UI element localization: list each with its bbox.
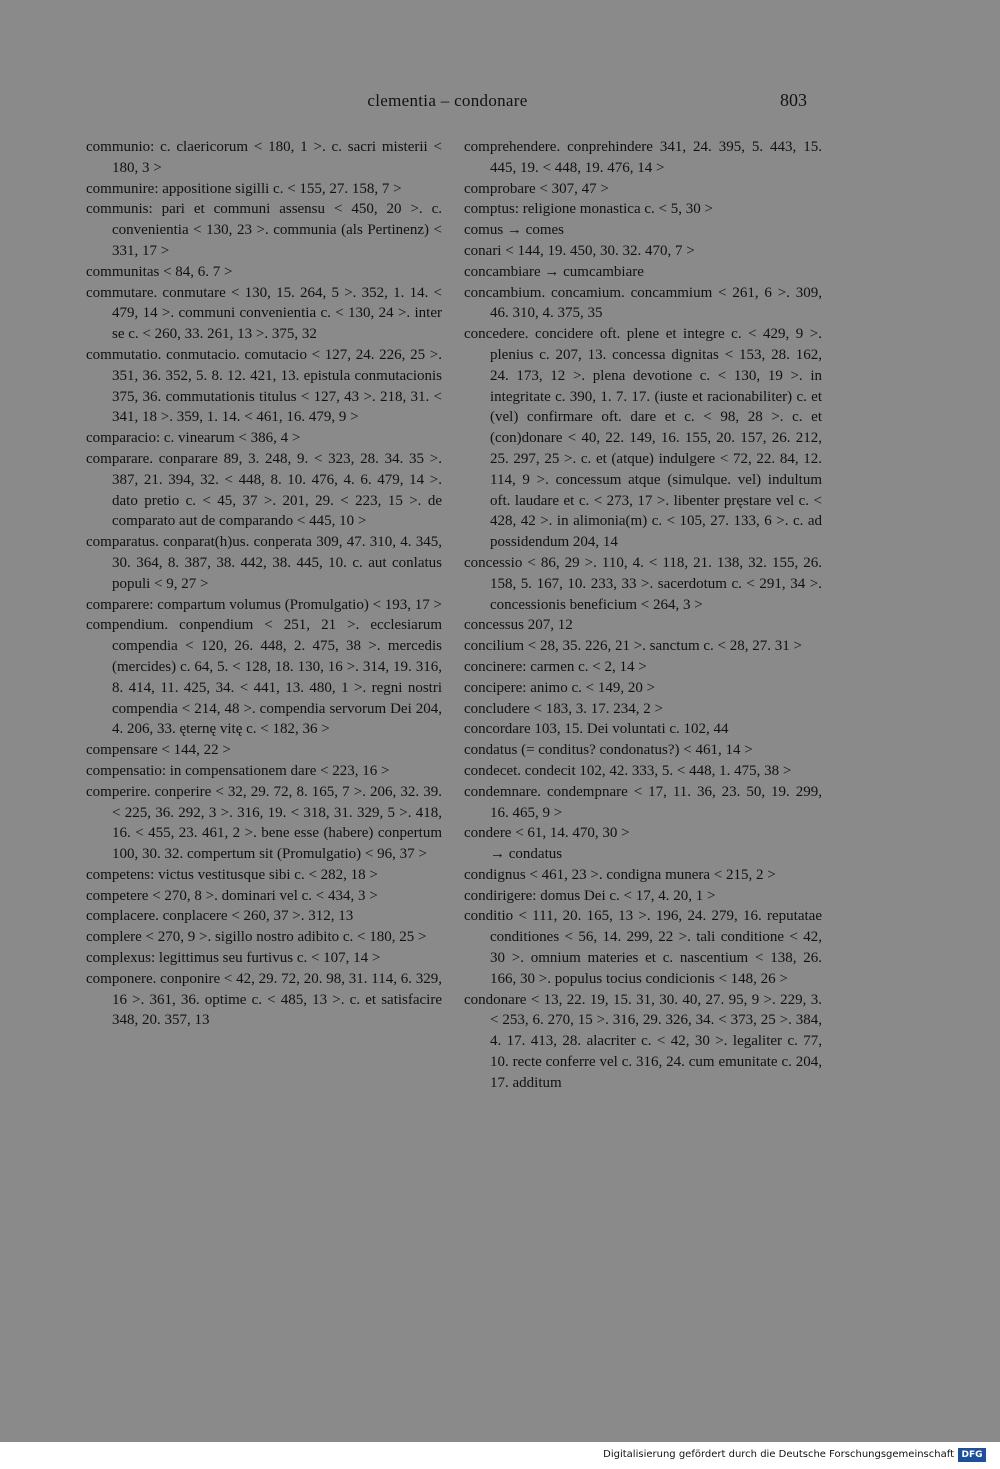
entry-condere-crossref: → condatus	[490, 846, 563, 863]
entry-condemnare: condemnare. condempnare < 17, 11. 36, 23. 50, 19. 299, 16. 465, 9 >	[464, 783, 822, 821]
entry-concambium: concambium. concamium. concammium < 261, 6 >. 309, 46. 310, 4. 375, 35	[464, 284, 822, 322]
entry-commutare: commutare. conmutare < 130, 15. 264, 5 >. 352, 1. 14. < 479, 14 >. communi convenientia c. < 130, 24 >. inter se c. < 260, 33. 261, 13 >. 375, 32	[86, 284, 442, 343]
entry-competens: competens: victus vestitusque sibi c. < 282, 18 >	[86, 866, 378, 883]
entry-condere: condere < 61, 14. 470, 30 >	[464, 825, 630, 842]
entry-conditio: conditio < 111, 20. 165, 13 >. 196, 24. 279, 16. reputatae conditiones < 56, 14. 299, 22 >. tali conditione < 42, 30 >. omnium materies et c. nascentium < 138, 26. 166, 30 >. populus tocius condicionis < 148, 26 >	[464, 908, 822, 987]
entry-condecet: condecet. condecit 102, 42. 333, 5. < 448, 1. 475, 38 >	[464, 762, 792, 779]
entry-comprobare: comprobare < 307, 47 >	[464, 180, 609, 197]
running-head: clementia – condonare	[367, 91, 528, 110]
entry-complexus: complexus: legittimus seu furtivus c. < 107, 14 >	[86, 950, 381, 967]
entry-competere: competere < 270, 8 >. dominari vel c. < 434, 3 >	[86, 887, 378, 904]
funding-notice: Digitalisierung gefördert durch die Deutsche Forschungsgemeinschaft	[603, 1449, 954, 1460]
entry-comptus: comptus: religione monastica c. < 5, 30 >	[464, 201, 713, 218]
entry-concinere: concinere: carmen c. < 2, 14 >	[464, 658, 647, 675]
entry-concilium: concilium < 28, 35. 226, 21 >. sanctum c. < 28, 27. 31 >	[464, 638, 802, 655]
entry-concambiare: concambiare → cumcambiare	[464, 263, 644, 280]
entry-compendium: compendium. conpendium < 251, 21 >. ecclesiarum compendia < 120, 26. 448, 2. 475, 38 >. mercedis (mercides) c. 64, 5. < 128, 18. 130, 16 >. 314, 19. 316, 8. 414, 11. 425, 34. < 441, 13. 480, 1 >. regni nostri compendia < 214, 48 >. compendia servorum Dei 204, 4. 206, 33. ęternę vitę c. < 182, 36 >	[86, 617, 442, 738]
entry-concessus: concessus 207, 12	[464, 617, 573, 634]
right-column	[464, 137, 822, 1094]
entry-communitas: communitas < 84, 6. 7 >	[86, 263, 233, 280]
entry-concessio: concessio < 86, 29 >. 110, 4. < 118, 21. 138, 32. 155, 26. 158, 5. 167, 10. 233, 33 >. sacerdotum c. < 291, 34 >. concessionis beneficium < 264, 3 >	[464, 554, 822, 613]
entry-concedere: concedere. concidere oft. plene et integre c. < 429, 9 >. plenius c. 207, 13. concessa dignitas < 153, 28. 162, 24. 173, 12 >. plena devotione c. < 130, 19 >. in integritate c. 390, 1. 7. 17. (iuste et racionabiliter) c. et (vel) confirmare oft. dare et c. < 98, 28 >. c. et (con)donare < 40, 22. 149, 16. 155, 20. 157, 26. 212, 25. 297, 25 >. c. et (atque) indulgere < 72, 22. 84, 12. 114, 9 >. concessum atque (simulque. vel) indultum oft. laudare et c. < 273, 17 >. libenter pręstare vel c. < 428, 42 >. in alimonia(m) c. < 105, 27. 133, 6 >. c. ad possidendum 204, 14	[464, 326, 822, 551]
entry-conari: conari < 144, 19. 450, 30. 32. 470, 7 >	[464, 242, 695, 259]
left-column	[86, 137, 442, 1031]
entry-communis: communis: pari et communi assensu < 450, 20 >. c. convenientia < 130, 23 >. communia (als Pertinenz) < 331, 17 >	[86, 201, 442, 259]
entry-concordare: concordare 103, 15. Dei voluntati c. 102, 44	[464, 721, 729, 738]
entry-comus: comus → comes	[464, 222, 564, 239]
entry-condirigere: condirigere: domus Dei c. < 17, 4. 20, 1 >	[464, 887, 716, 904]
entry-comparare: comparare. conparare 89, 3. 248, 9. < 323, 28. 34. 35 >. 387, 21. 394, 32. < 448, 8. 10. 476, 4. 6. 479, 14 >. dato pretio c. < 45, 37 >. 201, 29. < 223, 15 >. de comparato aut de comparando < 445, 10 >	[86, 450, 442, 530]
entry-commutatio: commutatio. conmutacio. comutacio < 127, 24. 226, 25 >. 351, 36. 352, 5. 8. 12. 421, 13. epistula conmutacionis 375, 36. commutationis titulus < 127, 43 >. 218, 31. < 341, 18 >. 359, 1. 14. < 461, 16. 479, 9 >	[86, 346, 442, 426]
entry-concludere: concludere < 183, 3. 17. 234, 2 >	[464, 700, 663, 717]
page-number: 803	[780, 90, 807, 110]
entry-communire: communire: appositione sigilli c. < 155, 27. 158, 7 >	[86, 180, 402, 197]
entry-comparacio: comparacio: c. vinearum < 386, 4 >	[86, 430, 301, 447]
entry-comprehendere: comprehendere. conprehindere 341, 24. 395, 5. 443, 15. 445, 19. < 448, 19. 476, 14 >	[464, 139, 822, 176]
entry-complere: complere < 270, 9 >. sigillo nostro adibito c. < 180, 25 >	[86, 929, 427, 946]
entry-communio: communio: c. claericorum < 180, 1 >. c. sacri misterii < 180, 3 >	[86, 139, 442, 176]
entry-compensatio: compensatio: in compensationem dare < 223, 16 >	[86, 762, 390, 779]
entry-condignus: condignus < 461, 23 >. condigna munera < 215, 2 >	[464, 866, 776, 883]
footer-bar	[0, 1446, 1000, 1469]
entry-compensare: compensare < 144, 22 >	[86, 742, 231, 759]
entry-concipere: concipere: animo c. < 149, 20 >	[464, 679, 656, 696]
entry-comparere: comparere: compartum volumus (Promulgatio) < 193, 17 >	[86, 596, 443, 613]
entry-comperire: comperire. conperire < 32, 29. 72, 8. 165, 7 >. 206, 32. 39. < 225, 36. 292, 3 >. 316, 19. < 318, 31. 329, 5 >. 418, 16. < 455, 23. 461, 2 >. bene esse (habere) conpertum 100, 30. 32. compertum sit (Promulgatio) < 96, 37 >	[86, 783, 442, 863]
entry-condonare: condonare < 13, 22. 19, 15. 31, 30. 40, 27. 95, 9 >. 229, 3. < 253, 6. 270, 15 >. 316, 29. 326, 34. < 373, 25 >. 384, 4. 17. 413, 28. alacriter c. < 42, 30 >. legaliter c. 77, 10. recte conferre vel c. 316, 24. cum emunitate c. 204, 17. additum	[464, 991, 822, 1091]
entry-comparatus: comparatus. conparat(h)us. conperata 309, 47. 310, 4. 345, 30. 364, 8. 387, 38. 442, 38. 445, 10. c. aut conlatus populi < 9, 27 >	[86, 534, 442, 592]
entry-condatus: condatus (= conditus? condonatus?) < 461, 14 >	[464, 742, 753, 759]
dfg-logo-icon: DFG	[958, 1448, 986, 1462]
entry-componere: componere. conponire < 42, 29. 72, 20. 98, 31. 114, 6. 329, 16 >. 361, 36. optime c. < 485, 13 >. c. et satisfacire 348, 20. 357, 13	[86, 970, 442, 1029]
entry-complacere: complacere. conplacere < 260, 37 >. 312, 13	[86, 908, 354, 925]
